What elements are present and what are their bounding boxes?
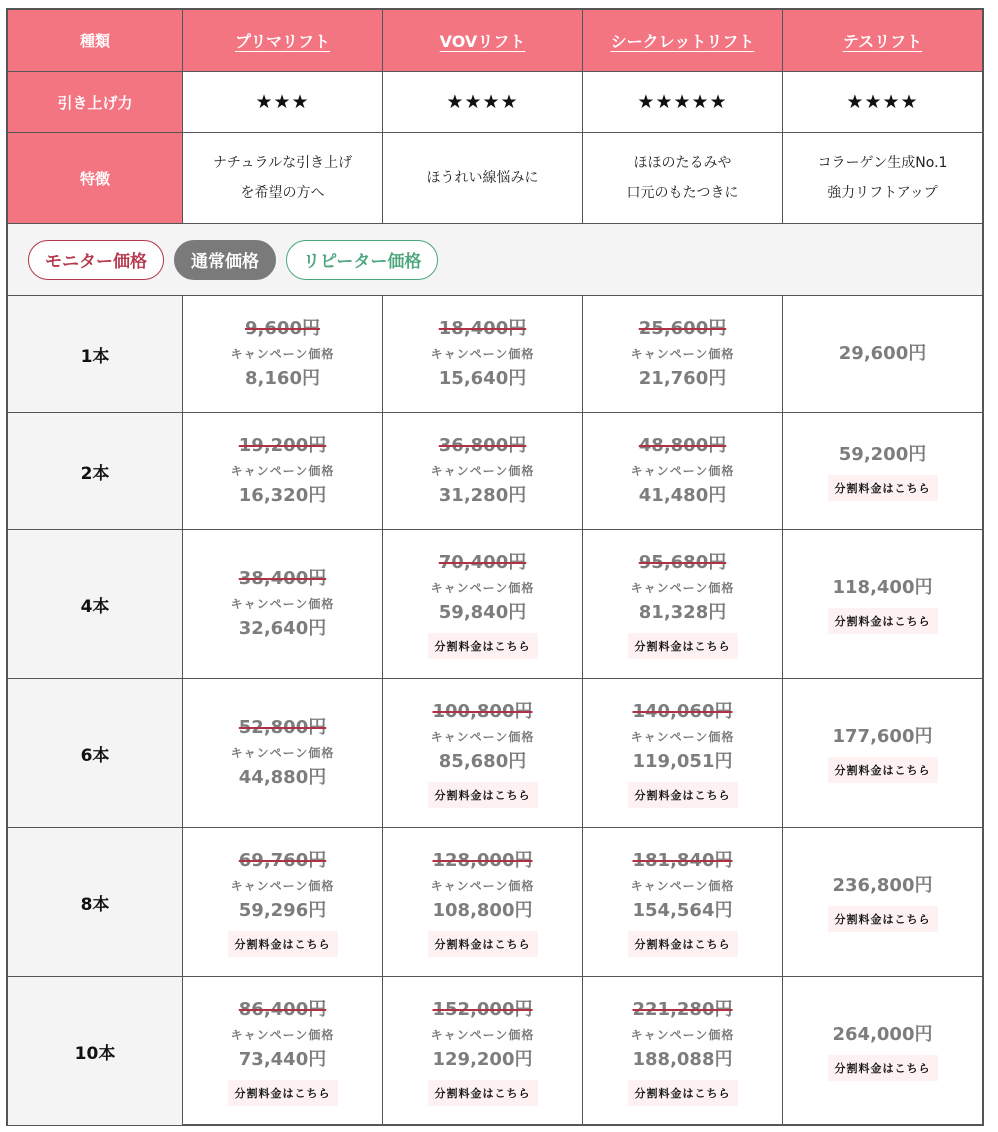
campaign-price-label: キャンペーン価格	[230, 879, 335, 893]
campaign-price: 15,640円	[438, 368, 527, 389]
campaign-price-label: キャンペーン価格	[430, 730, 535, 744]
original-price: 36,800円	[438, 435, 527, 456]
campaign-price: 31,280円	[438, 485, 527, 506]
campaign-price-label: キャンペーン価格	[630, 581, 735, 595]
original-price: 9,600円	[245, 318, 320, 339]
campaign-price: 32,640円	[238, 618, 327, 639]
campaign-price-label: キャンペーン価格	[630, 464, 735, 478]
product-header-row	[8, 10, 982, 72]
campaign-price-label: キャンペーン価格	[630, 879, 735, 893]
split-payment-link[interactable]: 分割料金はこちら	[428, 633, 538, 659]
price-cell	[183, 296, 383, 412]
price-cell	[583, 828, 783, 976]
original-price: 100,800円	[432, 701, 533, 722]
original-price: 18,400円	[438, 318, 527, 339]
original-price: 48,800円	[638, 435, 727, 456]
feature-text: ほほのたるみや 口元のもたつきに	[583, 133, 783, 223]
price-cell	[583, 977, 783, 1125]
price-cell	[583, 413, 783, 529]
quantity-label: 1本	[8, 296, 183, 412]
split-payment-link[interactable]: 分割料金はこちら	[628, 1080, 738, 1106]
quantity-label: 4本	[8, 530, 183, 678]
quantity-label: 8本	[8, 828, 183, 976]
regular-price: 264,000円	[832, 1024, 933, 1045]
original-price: 69,760円	[238, 850, 327, 871]
price-row	[8, 679, 982, 828]
campaign-price-label: キャンペーン価格	[430, 879, 535, 893]
price-cell	[783, 828, 982, 976]
product-header-cell	[783, 10, 982, 71]
tab-monitor-price[interactable]: モニター価格	[28, 240, 164, 280]
features-label: 特徴	[8, 133, 183, 223]
tab-repeater-price[interactable]: リピーター価格	[286, 240, 438, 280]
split-payment-link[interactable]: 分割料金はこちら	[428, 1080, 538, 1106]
campaign-price: 8,160円	[245, 368, 320, 389]
split-payment-link[interactable]: 分割料金はこちら	[828, 757, 938, 783]
split-payment-link[interactable]: 分割料金はこちら	[628, 931, 738, 957]
product-link-prima[interactable]: プリマリフト	[234, 32, 331, 51]
star-rating: ★★★★★	[583, 72, 783, 132]
campaign-price: 119,051円	[632, 751, 733, 772]
campaign-price: 81,328円	[638, 602, 727, 623]
product-link-secret[interactable]: シークレットリフト	[610, 32, 755, 51]
campaign-price: 59,296円	[238, 900, 327, 921]
quantity-label: 6本	[8, 679, 183, 827]
tab-normal-price[interactable]: 通常価格	[174, 240, 276, 280]
regular-price: 29,600円	[838, 343, 927, 364]
star-rating: ★★★★	[383, 72, 583, 132]
product-link-tess[interactable]: テスリフト	[842, 32, 923, 51]
price-cell	[183, 679, 383, 827]
price-cell	[783, 977, 982, 1125]
split-payment-link[interactable]: 分割料金はこちら	[228, 1080, 338, 1106]
quantity-label: 10本	[8, 977, 183, 1125]
campaign-price-label: キャンペーン価格	[430, 581, 535, 595]
price-rows	[8, 296, 982, 1125]
campaign-price: 73,440円	[238, 1049, 327, 1070]
campaign-price: 41,480円	[638, 485, 727, 506]
campaign-price-label: キャンペーン価格	[630, 347, 735, 361]
price-cell	[383, 296, 583, 412]
price-cell	[183, 413, 383, 529]
original-price: 152,000円	[432, 999, 533, 1020]
product-header-cell	[183, 10, 383, 71]
original-price: 38,400円	[238, 568, 327, 589]
campaign-price-label: キャンペーン価格	[430, 347, 535, 361]
regular-price: 177,600円	[832, 726, 933, 747]
price-row	[8, 530, 982, 679]
price-cell	[383, 828, 583, 976]
campaign-price-label: キャンペーン価格	[230, 746, 335, 760]
original-price: 140,060円	[632, 701, 733, 722]
price-type-tabs	[8, 224, 982, 296]
split-payment-link[interactable]: 分割料金はこちら	[828, 475, 938, 501]
price-cell	[583, 530, 783, 678]
split-payment-link[interactable]: 分割料金はこちら	[828, 1055, 938, 1081]
star-rating: ★★★	[183, 72, 383, 132]
split-payment-link[interactable]: 分割料金はこちら	[628, 633, 738, 659]
price-cell	[383, 679, 583, 827]
original-price: 181,840円	[632, 850, 733, 871]
price-cell	[783, 530, 982, 678]
quantity-label: 2本	[8, 413, 183, 529]
product-header-cell	[383, 10, 583, 71]
campaign-price: 108,800円	[432, 900, 533, 921]
campaign-price: 188,088円	[632, 1049, 733, 1070]
campaign-price: 59,840円	[438, 602, 527, 623]
lift-power-label: 引き上げ力	[8, 72, 183, 132]
split-payment-link[interactable]: 分割料金はこちら	[828, 608, 938, 634]
original-price: 52,800円	[238, 717, 327, 738]
original-price: 70,400円	[438, 552, 527, 573]
campaign-price: 21,760円	[638, 368, 727, 389]
regular-price: 236,800円	[832, 875, 933, 896]
campaign-price: 154,564円	[632, 900, 733, 921]
feature-text: コラーゲン生成No.1 強力リフトアップ	[817, 155, 948, 201]
price-cell	[783, 413, 982, 529]
price-cell	[383, 413, 583, 529]
campaign-price: 44,880円	[238, 767, 327, 788]
kind-label: 種類	[8, 10, 183, 71]
feature-text: ほうれい線悩みに	[383, 133, 583, 223]
product-link-vov[interactable]: VOVリフト	[439, 32, 526, 51]
price-comparison-table	[6, 8, 984, 1126]
features-row	[8, 133, 982, 224]
split-payment-link[interactable]: 分割料金はこちら	[628, 782, 738, 808]
price-cell	[783, 296, 982, 412]
price-cell	[583, 296, 783, 412]
campaign-price-label: キャンペーン価格	[230, 347, 335, 361]
price-row	[8, 977, 982, 1125]
original-price: 19,200円	[238, 435, 327, 456]
split-payment-link[interactable]: 分割料金はこちら	[428, 782, 538, 808]
split-payment-link[interactable]: 分割料金はこちら	[428, 931, 538, 957]
price-cell	[383, 977, 583, 1125]
price-cell	[183, 977, 383, 1125]
original-price: 128,000円	[432, 850, 533, 871]
lift-power-row	[8, 72, 982, 133]
campaign-price-label: キャンペーン価格	[430, 464, 535, 478]
campaign-price-label: キャンペーン価格	[230, 464, 335, 478]
price-cell	[183, 530, 383, 678]
original-price: 86,400円	[238, 999, 327, 1020]
price-cell	[783, 679, 982, 827]
feature-text: ナチュラルな引き上げ を希望の方へ	[183, 133, 383, 223]
regular-price: 118,400円	[832, 577, 933, 598]
split-payment-link[interactable]: 分割料金はこちら	[828, 906, 938, 932]
campaign-price-label: キャンペーン価格	[430, 1028, 535, 1042]
price-cell	[183, 828, 383, 976]
product-header-cell	[583, 10, 783, 71]
campaign-price-label: キャンペーン価格	[230, 1028, 335, 1042]
split-payment-link[interactable]: 分割料金はこちら	[228, 931, 338, 957]
price-row	[8, 828, 982, 977]
campaign-price-label: キャンペーン価格	[230, 597, 335, 611]
price-cell	[583, 679, 783, 827]
original-price: 95,680円	[638, 552, 727, 573]
original-price: 221,280円	[632, 999, 733, 1020]
campaign-price-label: キャンペーン価格	[630, 730, 735, 744]
regular-price: 59,200円	[838, 444, 927, 465]
campaign-price: 129,200円	[432, 1049, 533, 1070]
campaign-price: 16,320円	[238, 485, 327, 506]
price-row	[8, 296, 982, 413]
star-rating: ★★★★	[846, 91, 919, 113]
original-price: 25,600円	[638, 318, 727, 339]
campaign-price: 85,680円	[438, 751, 527, 772]
campaign-price-label: キャンペーン価格	[630, 1028, 735, 1042]
price-row	[8, 413, 982, 530]
price-cell	[383, 530, 583, 678]
